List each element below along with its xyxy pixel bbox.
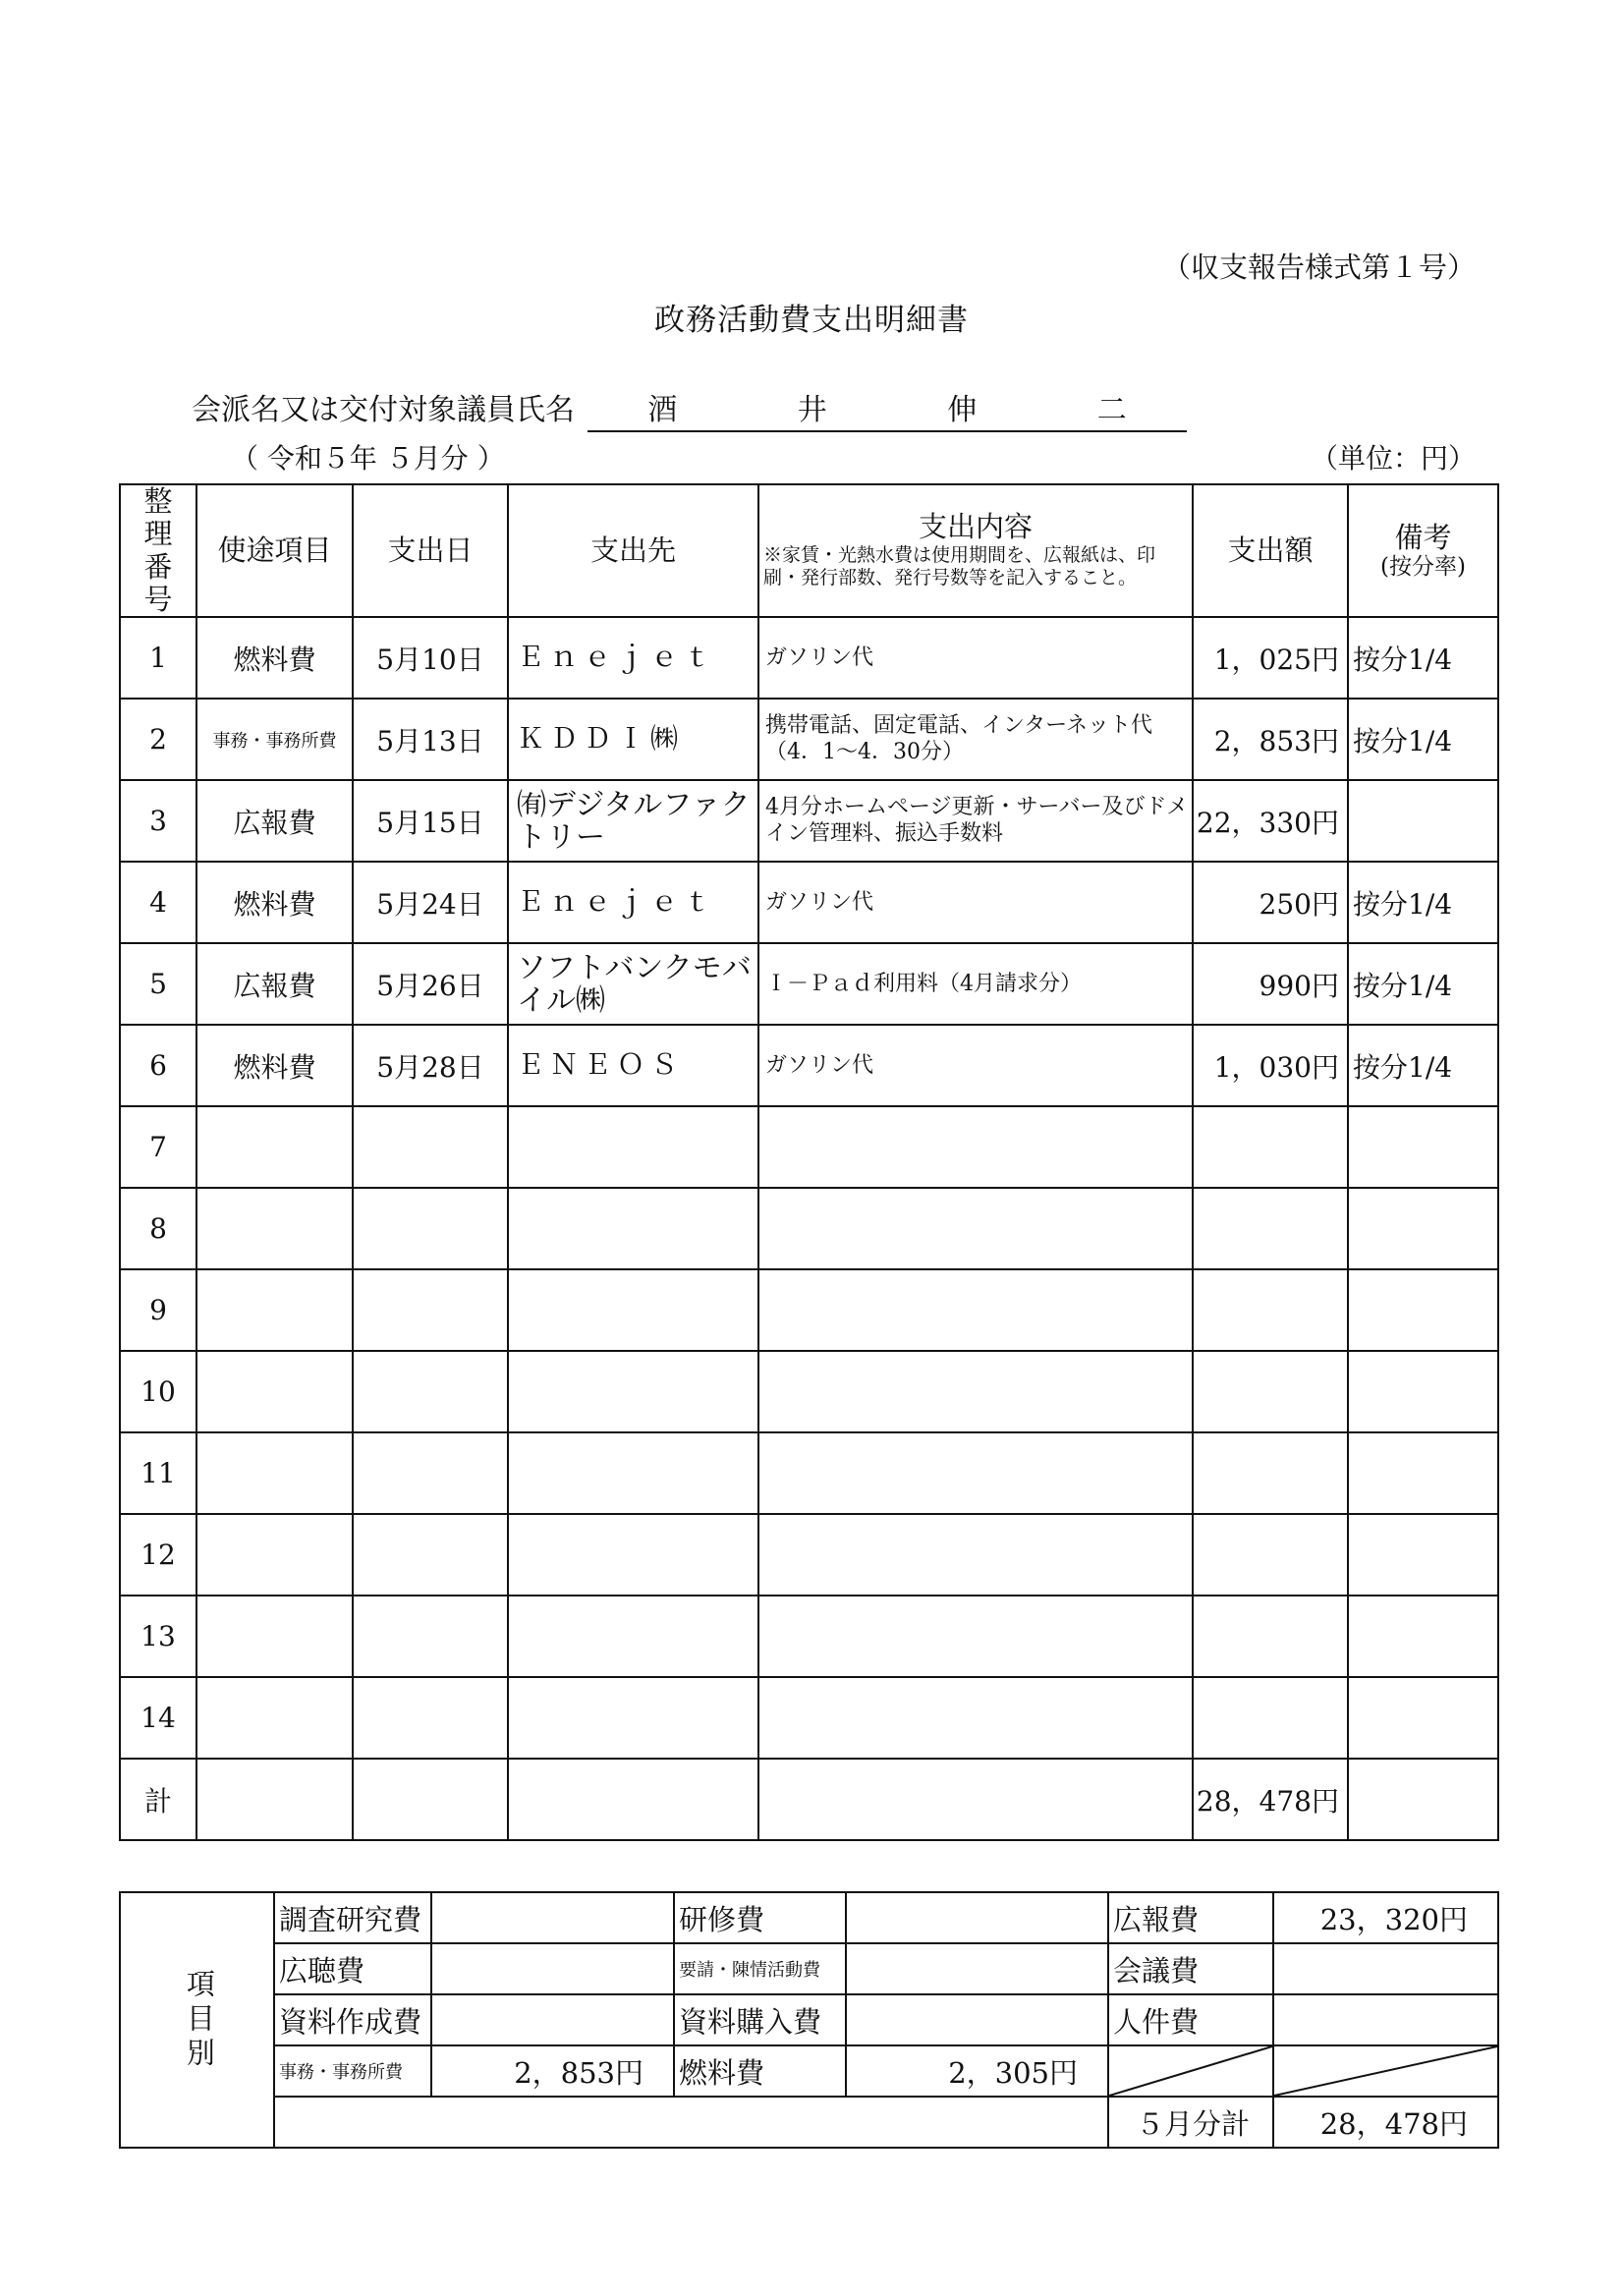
row-date xyxy=(353,1106,508,1188)
row-category xyxy=(196,1432,353,1514)
member-name-char: 伸 xyxy=(947,393,978,427)
header-date: 支出日 xyxy=(353,484,508,617)
row-payee xyxy=(508,1188,758,1269)
row-date xyxy=(353,1351,508,1432)
summary-label-office: 事務・事務所費 xyxy=(274,2045,431,2097)
row-note: 按分1/4 xyxy=(1348,699,1498,780)
row-date xyxy=(353,1677,508,1759)
row-content xyxy=(758,1351,1193,1432)
expense-row xyxy=(120,1188,1498,1269)
row-content: ガソリン代 xyxy=(758,862,1193,943)
row-category xyxy=(196,1106,353,1188)
summary-label-training: 研修費 xyxy=(674,1892,846,1943)
form-code: （収支報告様式第１号） xyxy=(1161,251,1476,284)
row-note xyxy=(1348,1351,1498,1432)
row-payee: ㈲デジタルファクトリー xyxy=(508,780,758,862)
row-note xyxy=(1348,1188,1498,1269)
row-payee xyxy=(508,1269,758,1351)
summary-label-research: 調査研究費 xyxy=(274,1892,431,1943)
summary-value-hearing xyxy=(431,1943,674,1994)
row-note: 按分1/4 xyxy=(1348,943,1498,1025)
row-amount: 22，330円 xyxy=(1193,780,1348,862)
row-number: 2 xyxy=(120,699,196,780)
row-date xyxy=(353,1596,508,1677)
total-blank xyxy=(353,1759,508,1840)
row-number: 10 xyxy=(120,1351,196,1432)
summary-side-label-text: 項目別 xyxy=(182,1968,216,2072)
summary-label-petition: 要請・陳情活動費 xyxy=(674,1943,846,1994)
row-payee: Ｅｎｅｊｅｔ xyxy=(508,862,758,943)
row-content: ガソリン代 xyxy=(758,1025,1193,1106)
expense-row xyxy=(120,1432,1498,1514)
row-category xyxy=(196,1514,353,1596)
row-number: 14 xyxy=(120,1677,196,1759)
row-date: 5月24日 xyxy=(353,862,508,943)
expense-row xyxy=(120,862,1498,943)
row-payee xyxy=(508,1106,758,1188)
header-content-title: 支出内容 xyxy=(918,510,1033,544)
summary-row xyxy=(120,1892,1498,1943)
row-number: 13 xyxy=(120,1596,196,1677)
header-content-note: ※家賃・光熱水費は使用期間を、広報紙は、印刷・発行部数、発行号数等を記入すること。 xyxy=(763,543,1156,589)
unit-label: （単位：円） xyxy=(1310,442,1476,475)
row-amount xyxy=(1193,1188,1348,1269)
summary-label-publicity: 広報費 xyxy=(1108,1892,1273,1943)
expense-row xyxy=(120,1025,1498,1106)
header-row xyxy=(120,484,1498,617)
row-amount xyxy=(1193,1596,1348,1677)
row-payee: ソフトバンクモバイル㈱ xyxy=(508,943,758,1025)
summary-label-meeting: 会議費 xyxy=(1108,1943,1273,1994)
header-payee: 支出先 xyxy=(508,484,758,617)
summary-month-total-label: ５月分計 xyxy=(1108,2097,1273,2148)
row-number: 5 xyxy=(120,943,196,1025)
row-category: 燃料費 xyxy=(196,862,353,943)
summary-blank-diagonal xyxy=(1273,2045,1498,2097)
row-note xyxy=(1348,1106,1498,1188)
row-category: 広報費 xyxy=(196,943,353,1025)
summary-value-fuel: 2，305円 xyxy=(846,2045,1108,2097)
expense-row xyxy=(120,1596,1498,1677)
row-payee xyxy=(508,1677,758,1759)
row-number: 1 xyxy=(120,617,196,699)
row-payee: ＥＮＥＯＳ xyxy=(508,1025,758,1106)
member-label: 会派名又は交付対象議員氏名 xyxy=(192,393,575,427)
expense-row xyxy=(120,1106,1498,1188)
header-no: 整理番号 xyxy=(120,484,196,617)
row-amount xyxy=(1193,1677,1348,1759)
expense-row xyxy=(120,780,1498,862)
summary-label-hearing: 広聴費 xyxy=(274,1943,431,1994)
row-payee xyxy=(508,1432,758,1514)
row-category: 広報費 xyxy=(196,780,353,862)
expense-row xyxy=(120,617,1498,699)
summary-label-fuel: 燃料費 xyxy=(674,2045,846,2097)
report-period: （ 令和５年 ５月分 ） xyxy=(231,442,505,475)
row-number: 4 xyxy=(120,862,196,943)
row-amount: 1，030円 xyxy=(1193,1025,1348,1106)
row-note: 按分1/4 xyxy=(1348,1025,1498,1106)
member-name-char: 酒 xyxy=(647,393,678,427)
summary-row xyxy=(120,1994,1498,2045)
row-amount: 2，853円 xyxy=(1193,699,1348,780)
row-category xyxy=(196,1269,353,1351)
row-number: 6 xyxy=(120,1025,196,1106)
summary-value-personnel xyxy=(1273,1994,1498,2045)
header-category: 使途項目 xyxy=(196,484,353,617)
expense-row xyxy=(120,1269,1498,1351)
row-amount xyxy=(1193,1514,1348,1596)
expense-row xyxy=(120,1514,1498,1596)
member-name-char: 二 xyxy=(1096,393,1127,427)
summary-blank-diagonal xyxy=(1108,2045,1273,2097)
summary-value-materials-purchase xyxy=(846,1994,1108,2045)
row-amount: 990円 xyxy=(1193,943,1348,1025)
summary-row xyxy=(120,2045,1498,2097)
total-blank xyxy=(1348,1759,1498,1840)
total-label: 計 xyxy=(120,1759,196,1840)
row-content: ガソリン代 xyxy=(758,617,1193,699)
header-note xyxy=(1348,484,1498,617)
total-blank xyxy=(508,1759,758,1840)
row-amount: 250円 xyxy=(1193,862,1348,943)
row-date: 5月28日 xyxy=(353,1025,508,1106)
summary-value-research xyxy=(431,1892,674,1943)
row-amount: 1，025円 xyxy=(1193,617,1348,699)
row-content: 携帯電話、固定電話、インターネット代（4．1～4．30分） xyxy=(758,699,1193,780)
summary-side-label xyxy=(120,1892,274,2148)
header-note-sub: (按分率) xyxy=(1380,554,1466,581)
member-name xyxy=(588,385,1187,432)
row-content: 4月分ホームページ更新・サーバー及びドメイン管理料、振込手数料 xyxy=(758,780,1193,862)
row-number: 12 xyxy=(120,1514,196,1596)
row-category: 燃料費 xyxy=(196,617,353,699)
row-note xyxy=(1348,1269,1498,1351)
row-content xyxy=(758,1106,1193,1188)
row-number: 7 xyxy=(120,1106,196,1188)
row-category xyxy=(196,1351,353,1432)
row-note xyxy=(1348,1432,1498,1514)
row-category: 燃料費 xyxy=(196,1025,353,1106)
row-amount xyxy=(1193,1106,1348,1188)
row-note: 按分1/4 xyxy=(1348,862,1498,943)
row-note xyxy=(1348,780,1498,862)
summary-blank xyxy=(274,2097,1108,2148)
summary-value-materials-making xyxy=(431,1994,674,2045)
expense-row xyxy=(120,1677,1498,1759)
row-number: 8 xyxy=(120,1188,196,1269)
row-category xyxy=(196,1596,353,1677)
row-content xyxy=(758,1596,1193,1677)
expense-table xyxy=(119,483,1499,1841)
row-payee xyxy=(508,1514,758,1596)
row-amount xyxy=(1193,1269,1348,1351)
row-amount xyxy=(1193,1351,1348,1432)
row-content xyxy=(758,1677,1193,1759)
summary-label-personnel: 人件費 xyxy=(1108,1994,1273,2045)
expense-row xyxy=(120,943,1498,1025)
row-date: 5月10日 xyxy=(353,617,508,699)
row-category xyxy=(196,1677,353,1759)
summary-value-meeting xyxy=(1273,1943,1498,1994)
summary-value-publicity: 23，320円 xyxy=(1273,1892,1498,1943)
row-date xyxy=(353,1188,508,1269)
member-name-char: 井 xyxy=(797,393,827,427)
summary-value-petition xyxy=(846,1943,1108,1994)
row-date xyxy=(353,1269,508,1351)
row-number: 9 xyxy=(120,1269,196,1351)
row-note xyxy=(1348,1596,1498,1677)
header-content xyxy=(758,484,1193,617)
row-category: 事務・事務所費 xyxy=(196,699,353,780)
row-date xyxy=(353,1514,508,1596)
row-content xyxy=(758,1432,1193,1514)
total-blank xyxy=(758,1759,1193,1840)
row-date: 5月26日 xyxy=(353,943,508,1025)
row-note xyxy=(1348,1514,1498,1596)
row-content xyxy=(758,1188,1193,1269)
summary-value-training xyxy=(846,1892,1108,1943)
expense-row xyxy=(120,699,1498,780)
row-number: 11 xyxy=(120,1432,196,1514)
summary-month-total-value: 28，478円 xyxy=(1273,2097,1498,2148)
row-content xyxy=(758,1269,1193,1351)
row-date xyxy=(353,1432,508,1514)
summary-row xyxy=(120,1943,1498,1994)
row-content xyxy=(758,1514,1193,1596)
row-payee xyxy=(508,1596,758,1677)
summary-value-office: 2，853円 xyxy=(431,2045,674,2097)
summary-row xyxy=(120,2097,1498,2148)
summary-label-materials-purchase: 資料購入費 xyxy=(674,1994,846,2045)
total-blank xyxy=(196,1759,353,1840)
row-note: 按分1/4 xyxy=(1348,617,1498,699)
row-content: Ｉ－Ｐａｄ利用料（4月請求分） xyxy=(758,943,1193,1025)
document-title: 政務活動費支出明細書 xyxy=(654,303,969,338)
row-number: 3 xyxy=(120,780,196,862)
row-note xyxy=(1348,1677,1498,1759)
row-category xyxy=(196,1188,353,1269)
summary-table xyxy=(119,1891,1499,2149)
total-row xyxy=(120,1759,1498,1840)
header-amount: 支出額 xyxy=(1193,484,1348,617)
row-date: 5月15日 xyxy=(353,780,508,862)
row-amount xyxy=(1193,1432,1348,1514)
row-payee: ＫＤＤＩ㈱ xyxy=(508,699,758,780)
summary-label-materials-making: 資料作成費 xyxy=(274,1994,431,2045)
expense-row xyxy=(120,1351,1498,1432)
header-note-title: 備考 xyxy=(1394,520,1452,554)
row-date: 5月13日 xyxy=(353,699,508,780)
total-amount: 28，478円 xyxy=(1193,1759,1348,1840)
row-payee: Ｅｎｅｊｅｔ xyxy=(508,617,758,699)
row-payee xyxy=(508,1351,758,1432)
